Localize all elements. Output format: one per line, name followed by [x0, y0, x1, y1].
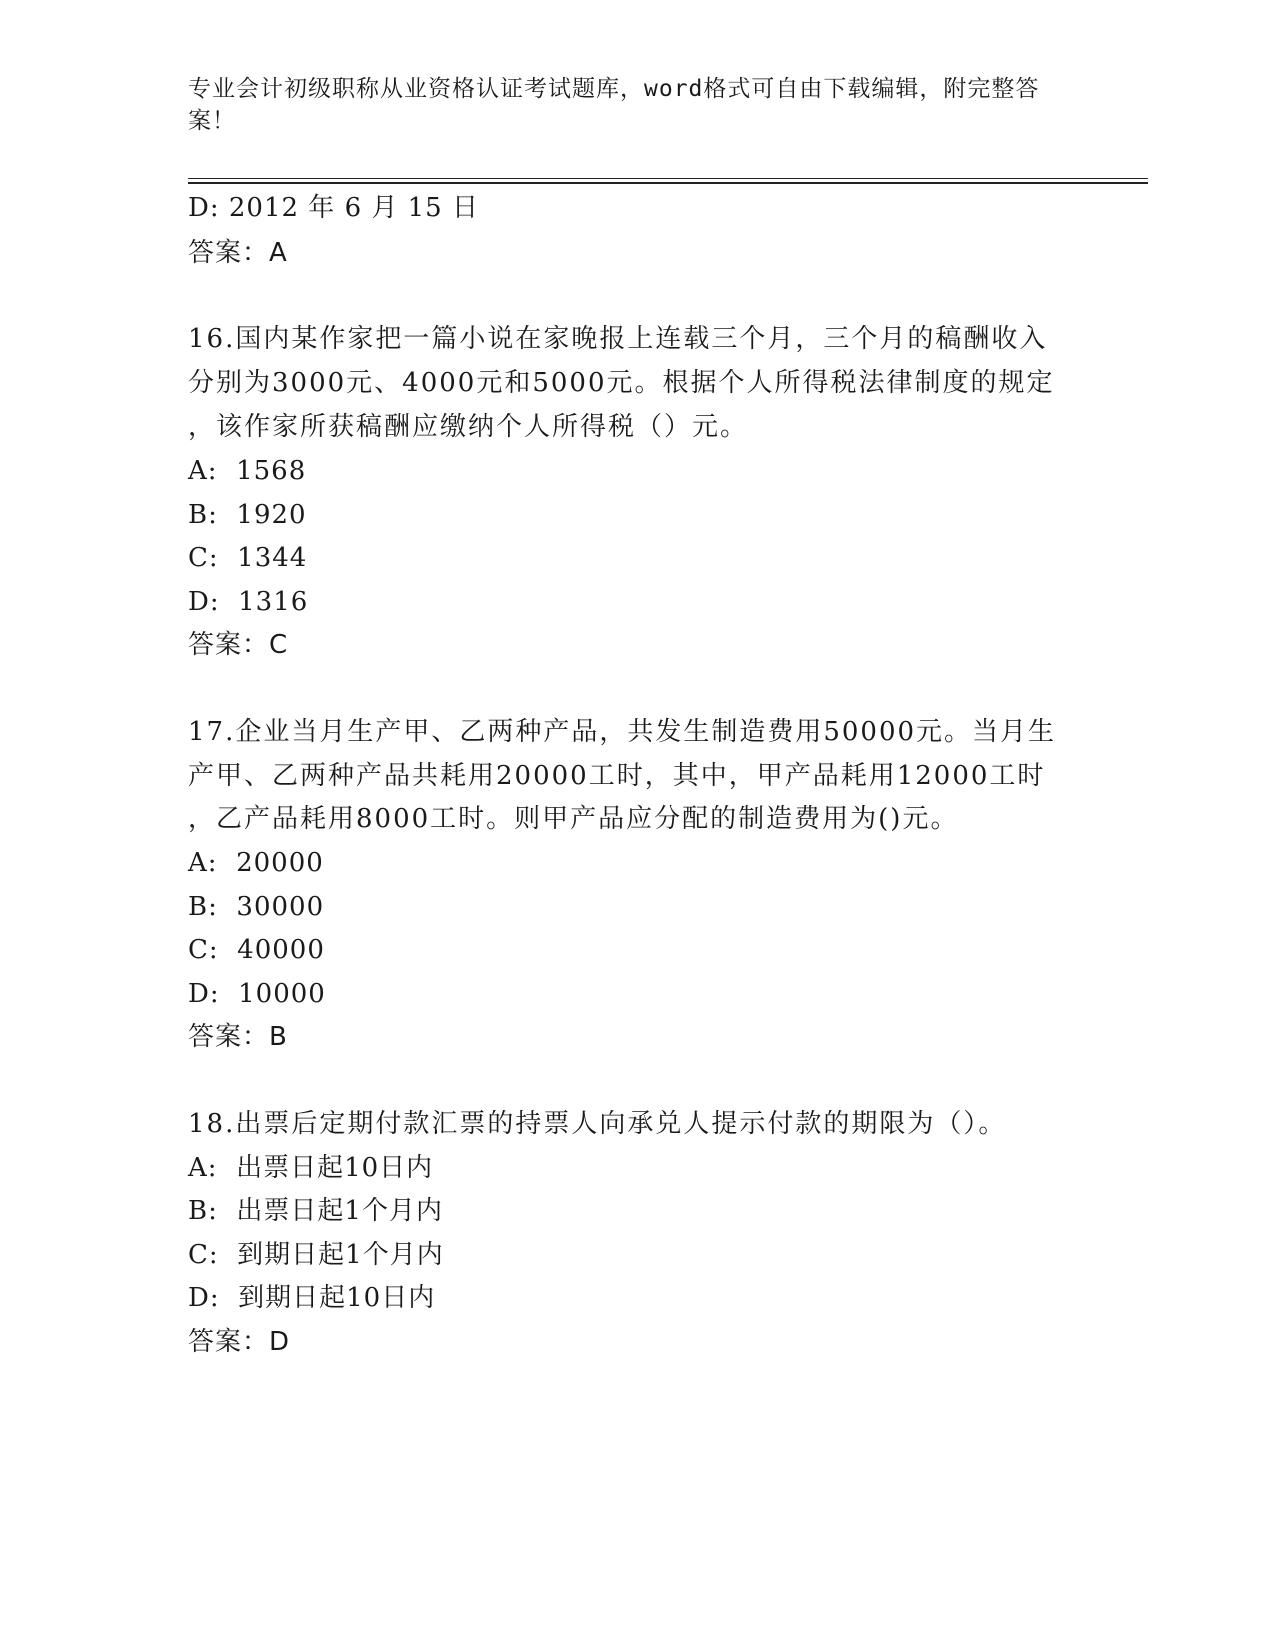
header-line-2: 案！ — [188, 108, 236, 134]
q17-answer: 答案：B — [188, 1022, 288, 1052]
q17-option-a: A: 20000 — [188, 848, 324, 878]
q16-text-line-1: 16.国内某作家把一篇小说在家晚报上连载三个月，三个月的稿酬收入 — [188, 324, 1048, 354]
q18-option-a: A: 出票日起10日内 — [188, 1153, 434, 1183]
q16-option-b: B: 1920 — [188, 500, 307, 530]
q18-option-c: C: 到期日起1个月内 — [188, 1240, 444, 1270]
q18-option-d: D: 到期日起10日内 — [188, 1283, 436, 1313]
q18-option-b: B: 出票日起1个月内 — [188, 1196, 443, 1226]
q16-option-d: D: 1316 — [188, 587, 309, 617]
header-divider-thin — [188, 178, 1148, 179]
header-line-1: 专业会计初级职称从业资格认证考试题库，word格式可自由下载编辑，附完整答 — [188, 76, 1040, 102]
prev-answer: 答案：A — [188, 238, 288, 268]
q17-option-d: D: 10000 — [188, 979, 326, 1009]
q17-option-b: B: 30000 — [188, 892, 325, 922]
page-header — [188, 73, 1068, 137]
q18-text-line-1: 18.出票后定期付款汇票的持票人向承兑人提示付款的期限为（）。 — [188, 1109, 1007, 1139]
q17-text-line-2: 产甲、乙两种产品共耗用20000工时，其中，甲产品耗用12000工时 — [188, 761, 1046, 791]
q16-answer: 答案：C — [188, 630, 289, 660]
header-divider-thick — [188, 182, 1148, 184]
q16-text-line-2: 分别为3000元、4000元和5000元。根据个人所得税法律制度的规定 — [188, 368, 1055, 398]
q17-option-c: C: 40000 — [188, 935, 325, 965]
q17-text-line-3: ，乙产品耗用8000工时。则甲产品应分配的制造费用为()元。 — [188, 804, 959, 834]
q16-option-c: C: 1344 — [188, 543, 308, 573]
q17-text-line-1: 17.企业当月生产甲、乙两种产品，共发生制造费用50000元。当月生 — [188, 717, 1057, 747]
prev-option-d: D: 2012 年 6 月 15 日 — [188, 193, 479, 223]
q16-text-line-3: ，该作家所获稿酬应缴纳个人所得税（）元。 — [188, 412, 749, 442]
q16-option-a: A: 1568 — [188, 456, 307, 486]
q18-answer: 答案：D — [188, 1327, 291, 1357]
